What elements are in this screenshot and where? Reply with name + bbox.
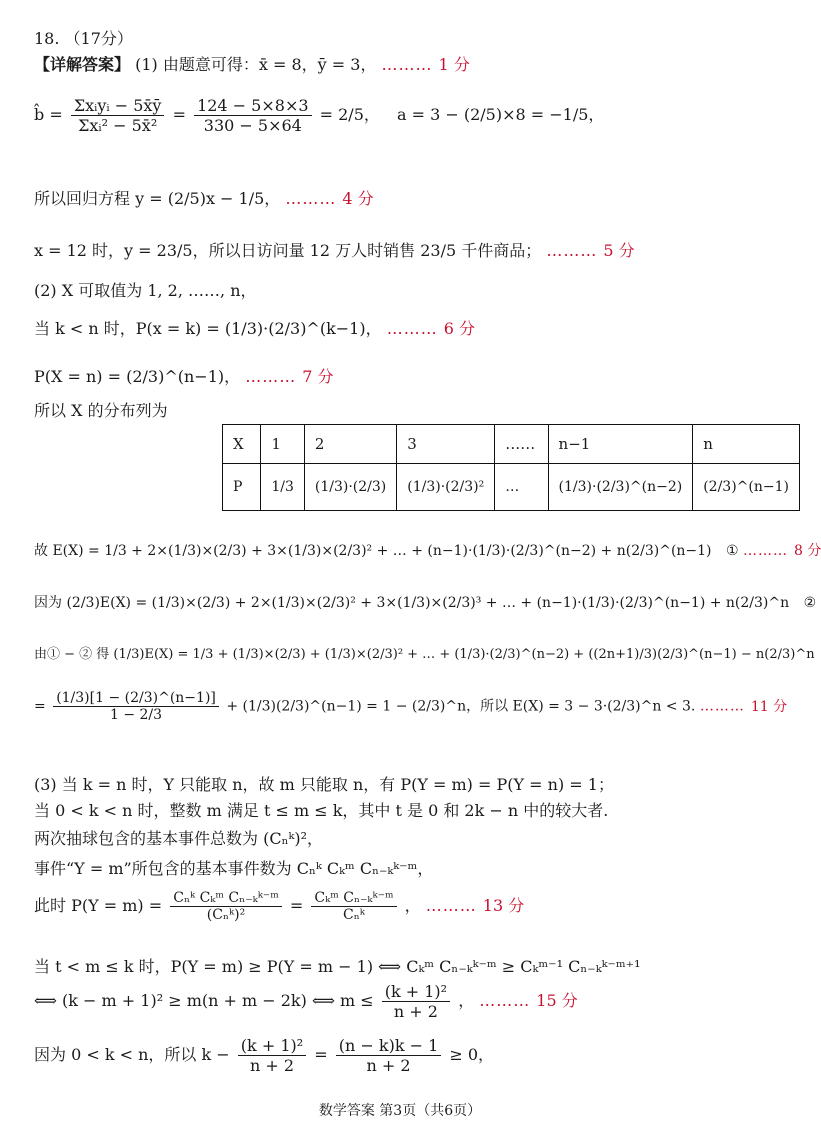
dots: ……… bbox=[386, 319, 438, 338]
mark-7: 7 分 bbox=[302, 367, 334, 386]
circled-one: ① bbox=[725, 543, 739, 559]
mark-15: 15 分 bbox=[536, 991, 578, 1010]
ex4-numerator: (1/3)[1 − (2/3)^(n−1)] bbox=[53, 690, 219, 707]
ex1-line bbox=[34, 540, 821, 562]
part3-line8: 因为 0 < k < n，所以 k − $\frac{\text{(k + 1)²}}{n + 2}$ = $\frac{(n - k)k - 1}{n + 2}$ ≥ 0， bbox=[34, 1036, 495, 1075]
ex3-line: 由① − ② 得 (1/3)E(X) = 1/3 + (1/3)×(2/3) + (1/3)×(2/3)² + … + (1/3)·(2/3)^(n−2) + ((2n+1)/3)(2/3)^(n−1) − n(2/3)^n bbox=[34, 647, 815, 662]
table-cell: (1/3)·(2/3)^(n−2) bbox=[548, 464, 693, 511]
dots: ……… bbox=[245, 367, 297, 386]
circled-two: ② bbox=[803, 595, 817, 611]
mark-1: 1 分 bbox=[438, 55, 470, 74]
mark-6: 6 分 bbox=[443, 319, 475, 338]
p-y-m-fraction-2 bbox=[311, 890, 396, 923]
mark-5: 5 分 bbox=[603, 241, 635, 260]
fraction-denominator: (Cₙᵏ)² bbox=[206, 907, 246, 923]
b-hat-formula: b̂ = Σxᵢyᵢ − 5x̄ȳ Σxᵢ² − 5x̄² = $\frac{124 - 5\times 8\times 3}{330 - 5\times 64}$ = 2/5， a = 3 − (2/5)×8 = −1/5， bbox=[34, 96, 605, 135]
x12-line bbox=[34, 240, 635, 262]
k-diff-fraction-2 bbox=[336, 1036, 442, 1075]
k-diff-conclusion: ≥ 0， bbox=[449, 1045, 495, 1064]
regression-line bbox=[34, 188, 374, 210]
b-hat-lhs: b̂ = bbox=[34, 105, 63, 124]
part3-line7: ⟺ (k − m + 1)² ≥ m(n + m − 2k) ⟺ m ≤ $\frac{\text{(k + 1)²}}{n + 2}$ ， ……… 15 分 bbox=[34, 982, 578, 1021]
fraction-numerator: (k + 1)² bbox=[382, 982, 450, 1002]
fraction-denominator: n + 2 bbox=[366, 1056, 411, 1075]
pk-formula: 当 k < n 时，P(x = k) = (1/3)·(2/3)^(k−1)， bbox=[34, 319, 382, 338]
table-row-x bbox=[223, 425, 800, 464]
part3-line2: 当 0 < k < n 时，整数 m 满足 t ≤ m ≤ k，其中 t 是 0 和 2k − n 中的较大者. bbox=[34, 801, 609, 820]
fraction-numerator: Cₙᵏ Cₖᵐ Cₙ₋ₖᵏ⁻ᵐ bbox=[170, 890, 282, 907]
ex4-rest: + (1/3)(2/3)^(n−1) = 1 − (2/3)^n，所以 E(X) = 3 − 3·(2/3)^n < 3. bbox=[226, 698, 696, 715]
dots: ……… bbox=[381, 55, 433, 74]
part1-line1 bbox=[34, 54, 470, 76]
mark-4: 4 分 bbox=[342, 189, 374, 208]
b-hat-denominator: Σxᵢ² − 5x̄² bbox=[78, 116, 158, 135]
part3-line4: 事件“Y = m”所包含的基本事件数为 Cₙᵏ Cₖᵐ Cₙ₋ₖᵏ⁻ᵐ， bbox=[34, 859, 434, 878]
table-cell: … bbox=[495, 464, 548, 511]
regression-equation: 所以回归方程 y = (2/5)x − 1/5， bbox=[34, 189, 281, 208]
table-cell: P bbox=[223, 464, 261, 511]
table-cell: 2 bbox=[304, 425, 396, 464]
table-cell: (1/3)·(2/3) bbox=[304, 464, 396, 511]
b-hat-calc-denominator: 330 − 5×64 bbox=[203, 116, 302, 135]
k-diff-fraction-1 bbox=[238, 1036, 306, 1075]
fraction-denominator: n + 2 bbox=[393, 1002, 438, 1021]
answer-label: 【详解答案】 bbox=[34, 55, 131, 74]
part3-line1: (3) 当 k = n 时，Y 只能取 n，故 m 只能取 n，有 P(Y = m) = P(Y = n) = 1； bbox=[34, 775, 614, 794]
part1-given: (1) 由题意可得：x̄ = 8，ȳ = 3， bbox=[135, 55, 377, 74]
problem-points: （17分） bbox=[64, 29, 133, 48]
fraction-numerator: (n − k)k − 1 bbox=[336, 1036, 442, 1056]
part3-line5: 此时 P(Y = m) = Cₙᵏ Cₖᵐ Cₙ₋ₖᵏ⁻ᵐ (Cₙᵏ)² = Cₖᵐ Cₙ₋ₖᵏ⁻ᵐ Cₙᵏ ， ……… 13 分 bbox=[34, 890, 525, 923]
b-hat-calc-fraction bbox=[194, 96, 311, 135]
b-hat-calc-numerator: 124 − 5×8×3 bbox=[194, 96, 311, 116]
pn-formula: P(X = n) = (2/3)^(n−1)， bbox=[34, 367, 241, 386]
part2-line1: (2) X 可取值为 1, 2, ……, n， bbox=[34, 281, 257, 300]
p-y-m-label: 此时 P(Y = m) = bbox=[34, 896, 163, 915]
part3-line6: 当 t < m ≤ k 时，P(Y = m) ≥ P(Y = m − 1) ⟺ Cₖᵐ Cₙ₋ₖᵏ⁻ᵐ ≥ Cₖᵐ⁻¹ Cₙ₋ₖᵏ⁻ᵐ⁺¹ bbox=[34, 957, 641, 976]
table-cell: n−1 bbox=[548, 425, 693, 464]
table-cell: n bbox=[693, 425, 800, 464]
pk-line bbox=[34, 318, 475, 340]
fraction-denominator: n + 2 bbox=[249, 1056, 294, 1075]
inequality-chain: ⟺ (k − m + 1)² ≥ m(n + m − 2k) ⟺ m ≤ bbox=[34, 991, 374, 1010]
table-cell: (1/3)·(2/3)² bbox=[397, 464, 495, 511]
a-value: a = 3 − (2/5)×8 = −1/5， bbox=[396, 105, 605, 124]
table-cell: 1 bbox=[261, 425, 305, 464]
x12-result: x = 12 时，y = 23/5，所以日访问量 12 万人时销售 23/5 千件商品； bbox=[34, 241, 542, 260]
dots: ……… bbox=[285, 189, 337, 208]
ex1-formula: 故 E(X) = 1/3 + 2×(1/3)×(2/3) + 3×(1/3)×(2/3)² + … + (n−1)·(1/3)·(2/3)^(n−2) + n(2/3)^(n−1) bbox=[34, 543, 712, 559]
fraction-denominator: Cₙᵏ bbox=[343, 907, 365, 923]
dots: ……… bbox=[546, 241, 598, 260]
b-hat-value: = 2/5， bbox=[319, 105, 380, 124]
page-footer: 数学答案 第3页（共6页） bbox=[318, 1103, 482, 1119]
mark-11: 11 分 bbox=[750, 698, 788, 715]
problem-number: 18. bbox=[34, 29, 60, 48]
ex4-denominator: 1 − 2/3 bbox=[109, 707, 163, 723]
ex2-line bbox=[34, 592, 816, 614]
dist-intro: 所以 X 的分布列为 bbox=[34, 401, 168, 420]
pn-line bbox=[34, 366, 334, 388]
ex2-formula: 因为 (2/3)E(X) = (1/3)×(2/3) + 2×(1/3)×(2/3)² + 3×(1/3)×(2/3)³ + … + (n−1)·(1/3)·(2/3)^(n−1) + n(2/3)^n bbox=[34, 595, 790, 611]
mark-13: 13 分 bbox=[482, 896, 525, 915]
fraction-numerator: (k + 1)² bbox=[238, 1036, 306, 1056]
ex4-line: = $\frac{(1/3)[1 - (2/3)\^{}(n-1)]}{1 - 2/3}$ + (1/3)(2/3)^(n−1) = 1 − (2/3)^n，所以 E(X) = 3 − 3·(2/3)^n < 3. ……… 11 分 bbox=[34, 690, 788, 723]
b-hat-fraction bbox=[71, 96, 165, 135]
table-row-p bbox=[223, 464, 800, 511]
dots: ……… bbox=[699, 698, 745, 715]
problem-header bbox=[34, 28, 133, 50]
table-cell: …… bbox=[495, 425, 548, 464]
ex4-fraction bbox=[53, 690, 219, 723]
dots: ……… bbox=[743, 543, 788, 559]
table-cell: (2/3)^(n−1) bbox=[693, 464, 800, 511]
k-difference-label: 因为 0 < k < n，所以 k − bbox=[34, 1045, 230, 1064]
p-y-m-fraction-1 bbox=[170, 890, 282, 923]
table-cell: 1/3 bbox=[261, 464, 305, 511]
distribution-table bbox=[222, 424, 800, 511]
mark-8: 8 分 bbox=[794, 543, 821, 559]
dots: ……… bbox=[425, 896, 477, 915]
fraction-numerator: Cₖᵐ Cₙ₋ₖᵏ⁻ᵐ bbox=[311, 890, 396, 907]
b-hat-numerator: Σxᵢyᵢ − 5x̄ȳ bbox=[71, 96, 165, 116]
table-cell: X bbox=[223, 425, 261, 464]
table-cell: 3 bbox=[397, 425, 495, 464]
m-bound-fraction bbox=[382, 982, 450, 1021]
part3-line3: 两次抽球包含的基本事件总数为 (Cₙᵏ)²， bbox=[34, 829, 323, 848]
dots: ……… bbox=[479, 991, 531, 1010]
